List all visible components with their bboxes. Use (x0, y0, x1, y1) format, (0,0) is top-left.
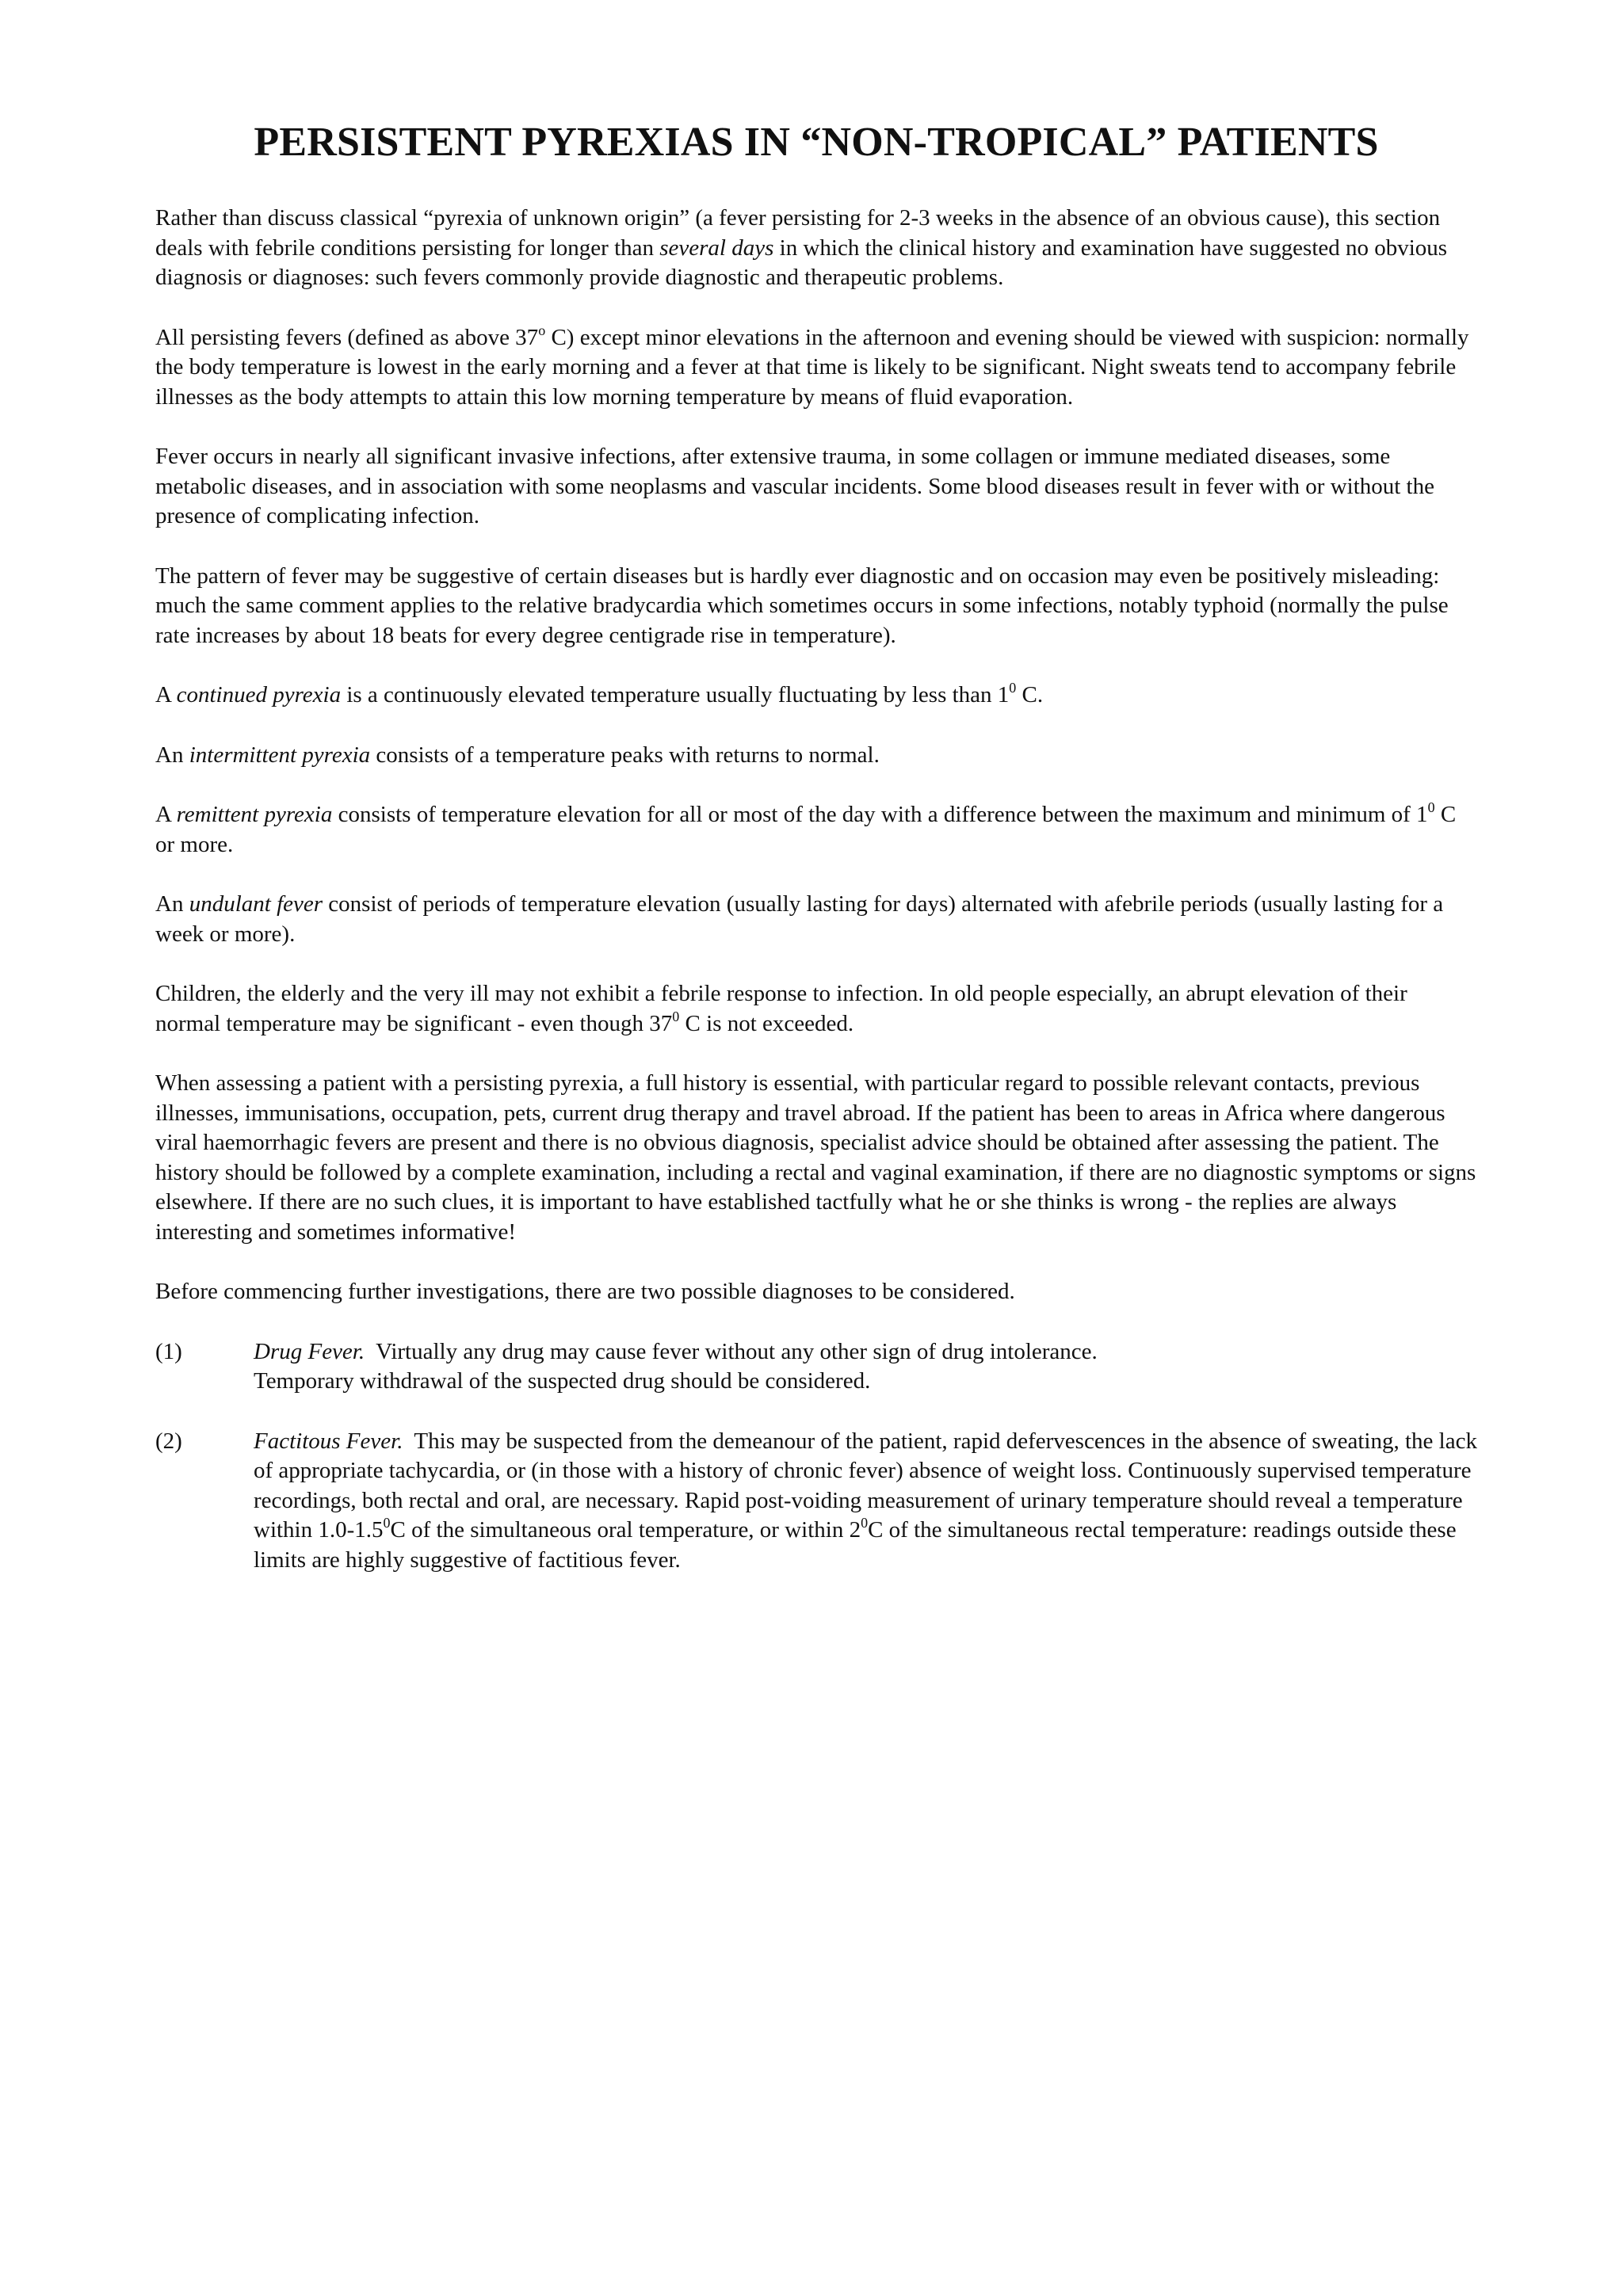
paragraph-remittent-pyrexia (155, 800, 1477, 860)
text-span: This may be suspected from the demeanour of the patient, rapid defervescences in the absence of sweating, the lack of appropriate tachycardia, or (in those with a history of chronic fever) absence of weight loss. Continuously supervised temperature recordings, both rectal and oral, are necessary. Rapid post-voiding measurement of urinary temperature should reveal a temperature within 1.0-1.5 (254, 1428, 1484, 1543)
superscript: 0 (1427, 799, 1435, 815)
text-span: Virtually any drug may cause fever without any other sign of drug intolerance. (365, 1338, 1098, 1364)
superscript: 0 (383, 1515, 391, 1531)
text-span: C of the simultaneous rectal temperature: readings outside these limits are highly suggestive of factitious fever. (254, 1517, 1457, 1573)
emphasis: continued pyrexia (176, 682, 342, 707)
paragraph-continued-pyrexia (155, 681, 1477, 711)
list-item-factitous-fever (155, 1427, 1484, 1576)
emphasis: Factitous Fever. (254, 1428, 403, 1454)
emphasis: remittent pyrexia (176, 802, 333, 827)
text-span: A (155, 802, 177, 827)
text-span: Temporary withdrawal of the suspected drug should be considered. (254, 1368, 871, 1394)
text-span: An (155, 742, 189, 768)
emphasis: several days (659, 235, 774, 261)
text-span: C of the simultaneous oral temperature, or within 2 (390, 1517, 861, 1543)
list-body (254, 1427, 1484, 1576)
text-span: consists of temperature elevation for all or most of the day with a difference between the maximum and minimum of 1 (332, 802, 1428, 827)
superscript: 0 (861, 1515, 869, 1531)
paragraph-causes: Fever occurs in nearly all significant invasive infections, after extensive trauma, in some collagen or immune mediated diseases, some metabolic diseases, and in association with some neoplasms and vascular incidents. Some blood diseases result in fever with or without the presence of complicating infection. (155, 444, 1434, 528)
text-span: Rather than discuss classical “pyrexia of unknown origin” (a fever persisting for 2-3 weeks in the absence of an obvious cause), this section deals with febrile conditions persisting for longer than (155, 205, 1441, 261)
paragraph-intermittent-pyrexia (155, 741, 1477, 771)
superscript: 0 (672, 1008, 680, 1024)
superscript: 0 (1009, 680, 1017, 696)
superscript: o (538, 322, 546, 338)
list-number: (2) (155, 1428, 182, 1454)
list-body (254, 1337, 1477, 1397)
text-span: Children, the elderly and the very ill may not exhibit a febrile response to infection. In old people especially, an abrupt elevation of their normal temperature may be significant - even though 37 (155, 981, 1407, 1036)
paragraph-undulant-fever (155, 890, 1477, 949)
text-span: is a continuously elevated temperature usually fluctuating by less than 1 (341, 682, 1010, 707)
text-span: in which the clinical history and examination have suggested no obvious diagnosis or diagnoses: such fevers commonly provide diagnostic and therapeutic problems. (155, 235, 1448, 290)
page-title: PERSISTENT PYREXIAS IN “NON-TROPICAL” PATIENTS (254, 120, 1379, 165)
paragraph-assessment: When assessing a patient with a persisting pyrexia, a full history is essential, with particular regard to possible relevant contacts, previous illnesses, immunisations, occupation, pets, current drug therapy and travel abroad. If the patient has been to areas in Africa where dangerous viral haemorrhagic fevers are present and there is no obvious diagnosis, specialist advice should be obtained after assessing the patient. The history should be followed by a complete examination, including a rectal and vaginal examination, if there are no diagnostic symptoms or signs elsewhere. If there are no such clues, it is important to have established tactfully what he or she thinks is wrong - the replies are always interesting and sometimes informative! (155, 1070, 1476, 1245)
emphasis: Drug Fever. (254, 1338, 365, 1364)
text-span: An (155, 891, 189, 917)
paragraph-pattern: The pattern of fever may be suggestive of certain diseases but is hardly ever diagnostic and on occasion may even be positively misleading: much the same comment applies to the relative bradycardia which sometimes occurs in some infections, notably typhoid (normally the pulse rate increases by about 18 beats for every degree centigrade rise in temperature). (155, 563, 1449, 648)
document-page (155, 119, 1484, 1605)
list-item-drug-fever (155, 1337, 1477, 1397)
paragraph-intro (155, 204, 1477, 293)
text-span: A (155, 682, 177, 707)
text-span: C) except minor elevations in the afternoon and evening should be viewed with suspicion: normally the body temperature is lowest in the early morning and a fever at that time is likely to be significant. Night sweats tend to accompany febrile illnesses as the body attempts to attain this low morning temperature by means of fluid evaporation. (155, 324, 1469, 410)
text-span: All persisting fevers (defined as above 37 (155, 324, 539, 350)
emphasis: intermittent pyrexia (189, 742, 371, 768)
list-number: (1) (155, 1338, 182, 1364)
paragraph-before-investigations: Before commencing further investigations, there are two possible diagnoses to be considered. (155, 1279, 1015, 1304)
text-span: C. (1016, 682, 1044, 707)
paragraph-elderly (155, 979, 1477, 1039)
text-span: consist of periods of temperature elevation (usually lasting for days) alternated with afebrile periods (usually lasting for a week or more). (155, 891, 1444, 947)
text-span: consists of a temperature peaks with returns to normal. (370, 742, 880, 768)
emphasis: undulant fever (189, 891, 323, 917)
text-span: C or more. (155, 802, 1457, 857)
paragraph-fever-definition (155, 323, 1477, 413)
text-span: C is not exceeded. (679, 1010, 854, 1036)
